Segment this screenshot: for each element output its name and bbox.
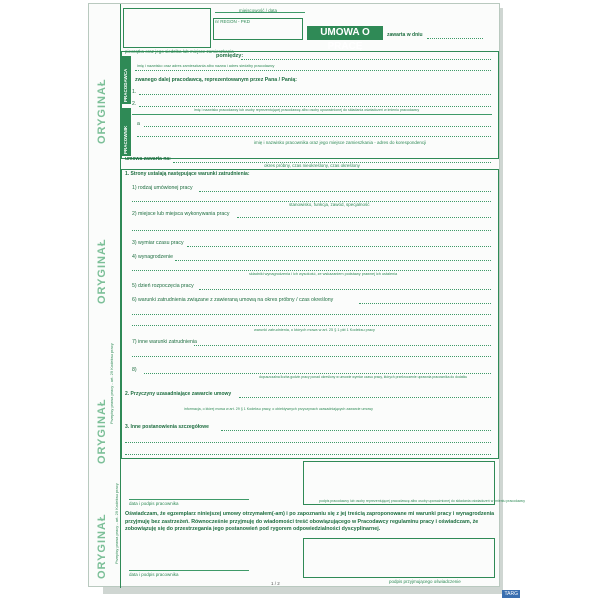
concluded-for-label: umowa zawarta na: xyxy=(125,156,171,162)
section-2-caption: informacja, o której mowa w art. 29 § 1 Kodeksu pracy, o obiektywnych przyczynach uzasadniających zawarcie umowy xyxy=(184,407,373,411)
section-3-field[interactable] xyxy=(221,430,491,431)
page-mark: 1 / 2 xyxy=(271,581,280,586)
employee-date-sign-label: data i podpis pracownika xyxy=(129,572,179,577)
item-6-field-2[interactable] xyxy=(132,314,491,315)
rep-2-field[interactable] xyxy=(139,106,491,107)
brand-logo: TARG xyxy=(504,591,518,597)
item-7-label: 7) inne warunki zatrudnienia xyxy=(132,339,197,345)
employee-caption: imię i nazwisko pracownika oraz jego miejsce zamieszkania - adres do korespondencji xyxy=(254,140,427,145)
receiver-sign-label: podpis przyjmującego oświadczenie xyxy=(389,579,461,584)
employee-date-sign-line[interactable] xyxy=(129,570,249,571)
rep-2-label: 2. xyxy=(132,101,137,107)
section-2-heading: 2. Przyczyny uzasadniające zawarcie umowy xyxy=(125,391,232,397)
employer-sidebar-label: PRACODAWCA xyxy=(122,56,131,104)
item-3-field[interactable] xyxy=(187,246,491,247)
employee-line-1[interactable] xyxy=(144,126,491,127)
item-4-label: 4) wynagrodzenie xyxy=(132,254,173,260)
contract-form-page xyxy=(88,3,526,587)
document-title: UMOWA O PRACĘ xyxy=(307,26,383,40)
concluded-for-caption: okres próbny, czas nieokreślony, czas określony xyxy=(264,163,360,168)
employer-name-caption: imię i nazwisko oraz adres zamieszkania albo nazwa i adres siedziby pracodawcy xyxy=(137,64,275,68)
legal-note: Przepisy prawa pracy - art. 29 Kodeksu pracy xyxy=(109,343,114,424)
with-label: a xyxy=(137,121,140,127)
regon-label: nr REGON - PKD xyxy=(215,19,251,24)
section-3-field-2[interactable] xyxy=(125,442,491,443)
watermark-original-4: ORYGINAŁ xyxy=(96,513,108,579)
item-1-field[interactable] xyxy=(199,191,491,192)
legal-note-2: Przepisy prawa pracy - art. 29 Kodeksu pracy xyxy=(114,483,119,564)
item-1-caption: stanowisko, funkcja, zawód, specjalność xyxy=(289,202,370,207)
item-6-caption: warunki zatrudnienia, o których mowa w art. 25 § 1 pkt 1 Kodeksu pracy xyxy=(254,328,375,332)
section-2-field[interactable] xyxy=(239,397,491,398)
employee-declaration: Oświadczam, że egzemplarz niniejszej umowy otrzymałem(-am) i po zapoznaniu się z jej treścią zaproponowane mi warunki pracy i wynagrodzenia przyjmuję bez zastrzeżeń. Równocześnie przyjmuję do wiadomości treść obowiązującego w Pracodawcy regulaminu pracy i oświadczam, że zobowiązuję się do przestrzegania jego postanowień pod rygorem odpowiedzialności dyscyplinarnej. xyxy=(125,511,495,532)
rep-caption: imię i nazwisko pracodawcy lub osoby reprezentującej pracodawcę albo osoby upoważnionej do składania oświadczeń w imieniu pracodawcy xyxy=(194,108,420,112)
watermark-original-1: ORYGINAŁ xyxy=(96,78,108,144)
employee-sidebar-label: PRACOWNIK xyxy=(122,108,131,156)
item-3-label: 3) wymiar czasu pracy xyxy=(132,240,184,246)
parties-separator xyxy=(132,114,492,115)
item-4-field-2[interactable] xyxy=(132,270,491,271)
item-6-label: 6) warunki zatrudnienia związane z zawieraną umową na okres próbny / czas określony xyxy=(132,297,334,303)
concluded-on-label: zawarta w dniu xyxy=(387,32,423,38)
employer-name-line-1[interactable] xyxy=(241,59,491,60)
watermark-original-2: ORYGINAŁ xyxy=(96,238,108,304)
item-2-label: 2) miejsce lub miejsca wykonywania pracy xyxy=(132,211,230,217)
item-4-caption: składniki wynagrodzenia i ich wysokość, ze wskazaniem podstawy prawnej ich ustalenia xyxy=(249,272,398,276)
item-8-field[interactable] xyxy=(144,373,491,374)
employee-signature-label: data i podpis pracownika xyxy=(129,501,179,506)
between-label: pomiędzy: xyxy=(216,53,244,59)
item-6-field-3[interactable] xyxy=(132,325,491,326)
item-1-label: 1) rodzaj umówionej pracy xyxy=(132,185,193,191)
rep-1-field[interactable] xyxy=(139,94,491,95)
section-3-field-3[interactable] xyxy=(125,454,491,455)
item-2-field[interactable] xyxy=(237,217,491,218)
item-5-field[interactable] xyxy=(199,289,491,290)
concluded-on-field[interactable] xyxy=(427,38,483,39)
section-3-heading: 3. Inne postanowienia szczegółowe xyxy=(125,424,209,430)
section-1-heading: 1. Strony ustalają następujące warunki zatrudnienia: xyxy=(125,171,250,177)
item-7-field-2[interactable] xyxy=(132,356,491,357)
employee-signature-line[interactable] xyxy=(129,499,249,500)
watermark-original-3: ORYGINAŁ xyxy=(96,398,108,464)
stamp-caption: pieczątka oraz jego siedziba lub miejsce zamieszkania xyxy=(125,49,234,54)
item-8-caption: dopuszczalna liczba godzin pracy ponad określony w umowie wymiar czasu pracy, których przekroczenie uprawnia pracownika do dodatku xyxy=(259,375,468,379)
item-2-field-2[interactable] xyxy=(132,230,491,231)
item-4-field[interactable] xyxy=(175,260,491,261)
employee-line-2[interactable] xyxy=(137,136,491,137)
rep-1-label: 1. xyxy=(132,89,137,95)
receiver-signature-box[interactable] xyxy=(303,538,495,578)
employer-signature-label: podpis pracodawcy lub osoby reprezentującej pracodawcę albo osoby upoważnionej do składania oświadczeń w imieniu pracodawcy xyxy=(319,499,526,503)
employer-stamp-box[interactable] xyxy=(123,8,211,48)
item-5-label: 5) dzień rozpoczęcia pracy xyxy=(132,283,194,289)
represented-by-label: zwanego dalej pracodawcą, reprezentowanym przez Pana / Panią: xyxy=(135,77,298,83)
item-7-field[interactable] xyxy=(194,345,491,346)
place-date-label: miejscowość / data xyxy=(239,8,278,13)
item-6-field[interactable] xyxy=(359,303,491,304)
item-8-label: 8) xyxy=(132,367,137,373)
left-margin-strip xyxy=(89,4,121,588)
employer-name-line-2[interactable] xyxy=(135,70,491,71)
